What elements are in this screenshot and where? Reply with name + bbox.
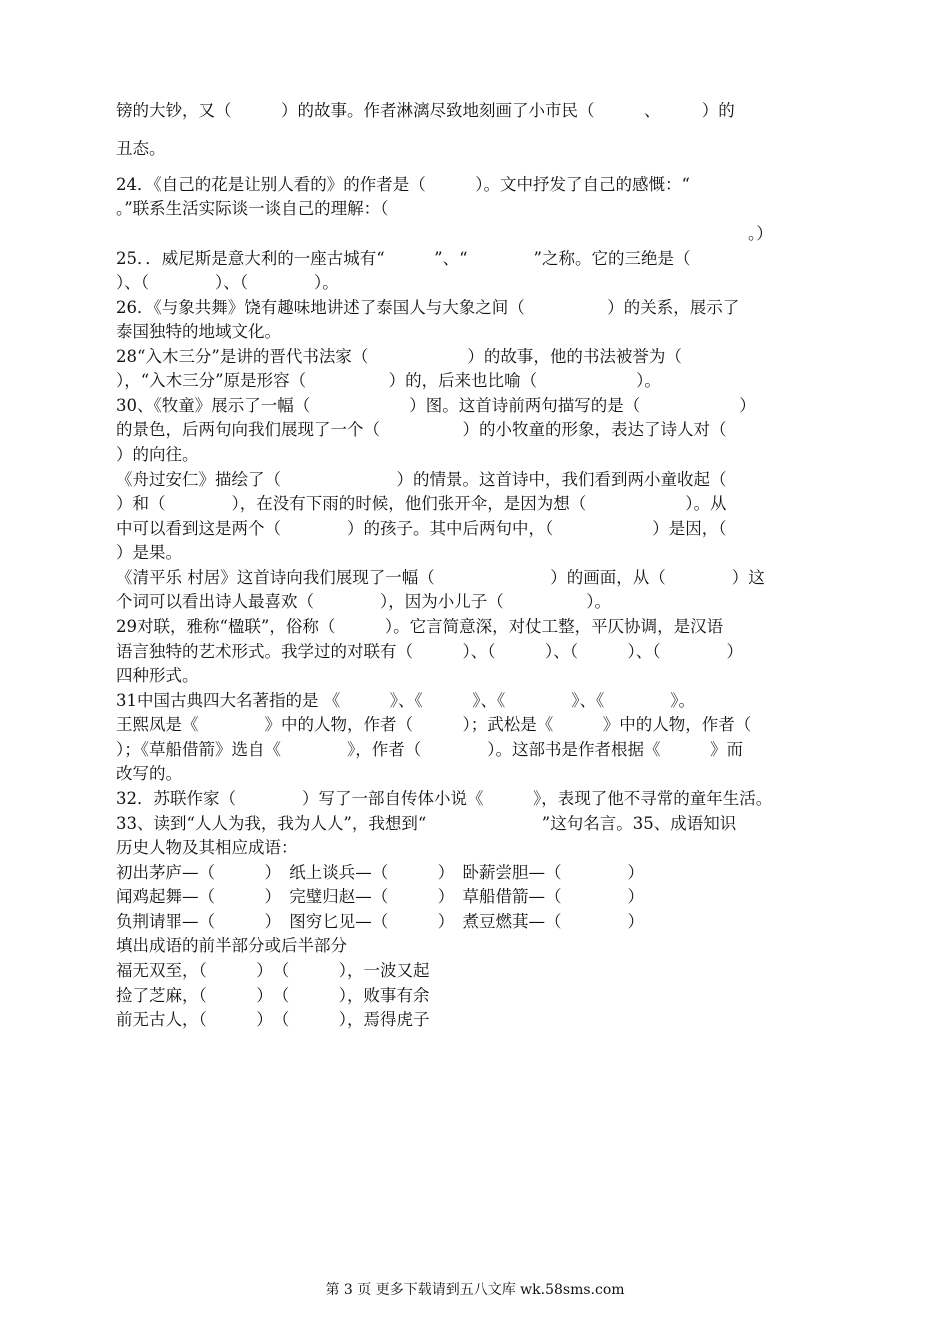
text-line: 泰国独特的地域文化。 [116,322,281,341]
text-line: ）是果。 [116,543,182,562]
text-line: 。”联系生活实际谈一谈自己的理解：（ [116,199,389,218]
text-line: 28“入木三分”是讲的晋代书法家（ ）的故事，他的书法被誉为（ [116,347,682,366]
text-line: 语言独特的艺术形式。我学过的对联有（ ）、（ ）、（ ）、（ ） [116,642,743,661]
text-line: ）、（ ）、（ ）。 [116,273,339,292]
text-line: 前无古人，（ ） （ ），焉得虎子 [116,1010,430,1029]
text-line: 25．．威尼斯是意大利的一座古城有“ ”、“ ”之称。它的三绝是（ [116,249,691,268]
text-line: ），“入木三分”原是形容（ ）的，后来也比喻（ ）。 [116,371,661,390]
text-line: ）和（ ），在没有下雨的时候，他们张开伞，是因为想（ ）。从 [116,494,727,513]
text-line: 闻鸡起舞—（ ） 完璧归赵—（ ） 草船借箭—（ ） [116,887,644,906]
text-line: 33、读到“人人为我，我为人人”，我想到“ ”这句名言。35、成语知识 [116,814,737,833]
text-line: 32．苏联作家（ ）写了一部自传体小说《 》，表现了他不寻常的童年生活。 [116,789,773,808]
text-line: 。） [748,224,773,243]
text-line: 29对联，雅称“楹联”，俗称（ ）。它言简意深，对仗工整，平仄协调，是汉语 [116,617,724,636]
text-line: 改写的。 [116,764,182,783]
text-line: 26．《与象共舞》饶有趣味地讲述了泰国人与大象之间（ ）的关系，展示了 [116,298,740,317]
text-line: 镑的大钞，又（ ）的故事。作者淋漓尽致地刻画了小市民（ 、 ）的 [116,101,735,120]
page-footer: 第 3 页 更多下载请到五八文库 wk.58sms.com [325,1282,625,1298]
text-line: 个词可以看出诗人最喜欢（ ），因为小儿子（ ）。 [116,592,611,611]
text-line: 初出茅庐—（ ） 纸上谈兵—（ ） 卧薪尝胆—（ ） [116,863,644,882]
text-line: 的景色，后两句向我们展现了一个（ ）的小牧童的形象，表达了诗人对（ [116,420,727,439]
text-line: 24．《自己的花是让别人看的》的作者是（ ）。文中抒发了自己的感慨：“ [116,175,690,194]
text-line: 《舟过安仁》描绘了（ ）的情景。这首诗中，我们看到两小童收起（ [116,470,727,489]
text-line: 《清平乐 村居》这首诗向我们展现了一幅（ ）的画面，从（ ）这 [116,568,765,587]
text-line: 王熙凤是《 》中的人物，作者（ ）；武松是《 》中的人物，作者（ [116,715,752,734]
text-line: ）的向往。 [116,445,199,464]
text-line: 历史人物及其相应成语： [116,838,298,857]
text-line: 捡了芝麻，（ ） （ ），败事有余 [116,986,430,1005]
text-line: ）；《草船借箭》选自《 》，作者（ ）。这部书是作者根据《 》而 [116,740,743,759]
text-line: 福无双至，（ ） （ ），一波又起 [116,961,430,980]
text-line: 填出成语的前半部分或后半部分 [116,936,347,955]
text-line: 中可以看到这是两个（ ）的孩子。其中后两句中，（ ）是因，（ [116,519,727,538]
text-line: 丑态。 [116,139,166,158]
text-line: 负荆请罪—（ ） 图穷匕见—（ ） 煮豆燃萁—（ ） [116,912,644,931]
text-line: 31中国古典四大名著指的是 《 》、《 》、《 》、《 》。 [116,691,695,710]
text-line: 30、《牧童》展示了一幅（ ）图。这首诗前两句描写的是（ ） [116,396,756,415]
text-line: 四种形式。 [116,666,199,685]
